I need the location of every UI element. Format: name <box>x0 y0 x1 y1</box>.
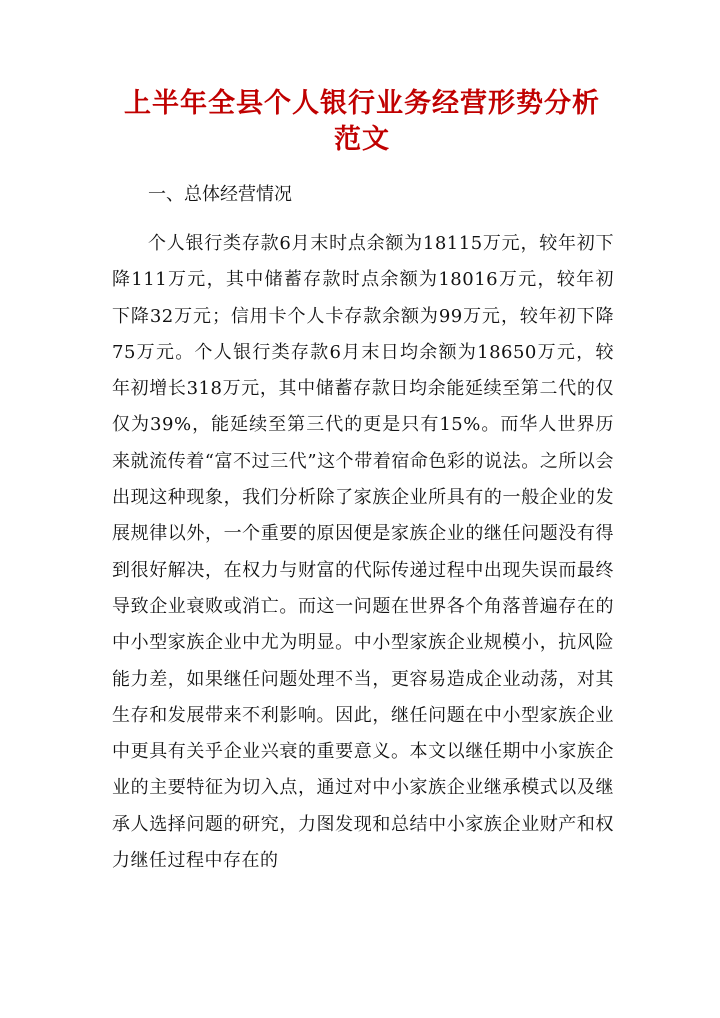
body-paragraph: 个人银行类存款6月末时点余额为18115万元，较年初下降111万元，其中储蓄存款时点余额为18016万元，较年初下降32万元；信用卡个人卡存款余额为99万元，较年初下降75万元。个人银行类存款6月末日均余额为18650万元，较年初增长318万元，其中储蓄存款日均余能延续至第二代的仅仅为39%，能延续至第三代的更是只有15%。而华人世界历来就流传着“富不过三代”这个带着宿命色彩的说法。之所以会出现这种现象，我们分析除了家族企业所具有的一般企业的发展规律以外，一个重要的原因便是家族企业的继任问题没有得到很好解决，在权力与财富的代际传递过程中出现失误而最终导致企业衰败或消亡。而这一问题在世界各个角落普遍存在的中小型家族企业中尤为明显。中小型家族企业规模小，抗风险能力差，如果继任问题处理不当，更容易造成企业动荡，对其生存和发展带来不利影响。因此，继任问题在中小型家族企业中更具有关乎企业兴衰的重要意义。本文以继任期中小家族企业的主要特征为切入点，通过对中小家族企业继承模式以及继承人选择问题的研究，力图发现和总结中小家族企业财产和权力继任过程中存在的 <box>112 233 614 872</box>
section-heading: 一、总体经营情况 <box>148 184 292 205</box>
document-title: 上半年全县个人银行业务经营形势分析范文 <box>124 88 600 155</box>
